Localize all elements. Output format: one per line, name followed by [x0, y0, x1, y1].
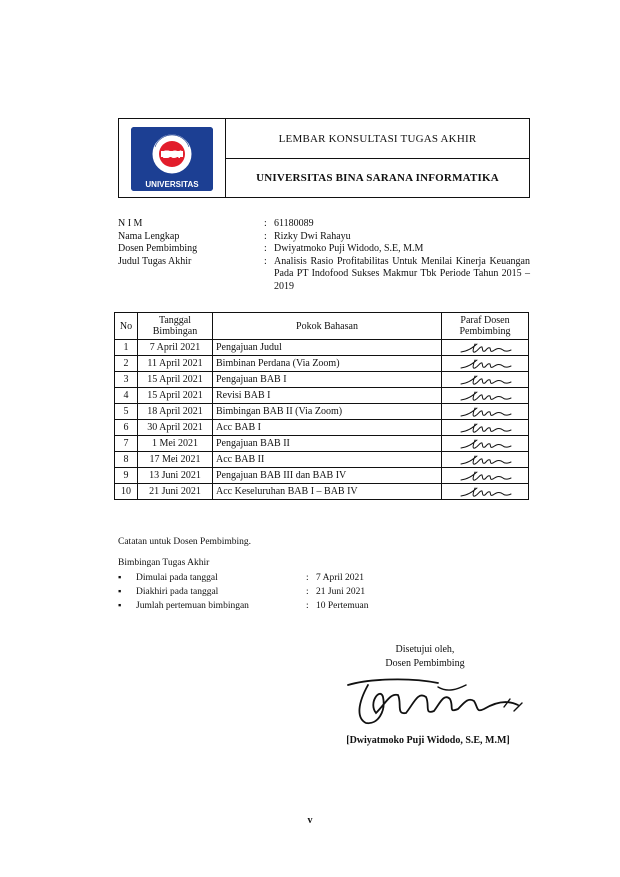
cell-date: 1 Mei 2021: [138, 436, 213, 452]
cell-sign: [442, 404, 529, 420]
approval-line1: Disetujui oleh,: [395, 644, 455, 655]
cell-sign: [442, 436, 529, 452]
cell-no: 8: [115, 452, 138, 468]
info-value: 61180089: [274, 218, 314, 229]
cell-topic: Pengajuan Judul: [213, 340, 442, 356]
cell-no: 2: [115, 356, 138, 372]
table-row: [115, 340, 529, 356]
cell-no: 1: [115, 340, 138, 356]
bullet-icon: ▪: [118, 601, 122, 611]
cell-no: 7: [115, 436, 138, 452]
header-no: No: [115, 313, 138, 340]
bsi-logo-icon: [131, 127, 213, 191]
paraf-signature-icon: [455, 421, 515, 435]
paraf-signature-icon: [455, 453, 515, 467]
table-row: [115, 372, 529, 388]
cell-no: 3: [115, 372, 138, 388]
info-value: Analisis Rasio Profitabilitas Untuk Menilai Kinerja Keuangan Pada PT Indofood Sukses Makmur Tbk Periode Tahun 2015 – 2019: [274, 255, 530, 292]
cell-date: 17 Mei 2021: [138, 452, 213, 468]
table-row: [115, 484, 529, 500]
cell-no: 4: [115, 388, 138, 404]
bullet-icon: ▪: [118, 587, 122, 597]
info-colon: :: [264, 243, 267, 254]
paraf-signature-icon: [455, 341, 515, 355]
header-date: Tanggal Bimbingan: [138, 313, 213, 340]
header-sign: Paraf Dosen Pembimbing: [442, 313, 529, 340]
note-label: Jumlah pertemuan bimbingan: [136, 601, 249, 611]
info-value: Dwiyatmoko Puji Widodo, S.E, M.M: [274, 243, 424, 254]
info-colon: :: [264, 255, 267, 267]
cell-no: 9: [115, 468, 138, 484]
approver-name: [Dwiyatmoko Puji Widodo, S.E, M.M]: [346, 735, 510, 746]
note-value: 10 Pertemuan: [316, 601, 369, 611]
paraf-signature-icon: [455, 469, 515, 483]
info-value: Rizky Dwi Rahayu: [274, 230, 351, 242]
list-item: [118, 586, 365, 598]
university-logo: [131, 127, 213, 191]
list-item: [118, 600, 369, 612]
cell-sign: [442, 484, 529, 500]
cell-date: 30 April 2021: [138, 420, 213, 436]
cell-sign: [442, 340, 529, 356]
info-label: Dosen Pembimbing: [118, 243, 198, 254]
cell-sign: [442, 468, 529, 484]
cell-topic: Acc BAB II: [213, 452, 442, 468]
cell-sign: [442, 372, 529, 388]
paraf-signature-icon: [455, 405, 515, 419]
paraf-signature-icon: [455, 357, 515, 371]
supervisor-signature-icon: [328, 673, 548, 733]
notes-heading: Catatan untuk Dosen Pembimbing.: [118, 537, 251, 547]
cell-sign: [442, 388, 529, 404]
info-row-name: [118, 231, 530, 244]
table-row: [115, 388, 529, 404]
cell-topic: Pengajuan BAB I: [213, 372, 442, 388]
cell-date: 18 April 2021: [138, 404, 213, 420]
note-label: Diakhiri pada tanggal: [136, 587, 219, 597]
cell-topic: Acc BAB I: [213, 420, 442, 436]
cell-topic: Bimbinan Perdana (Via Zoom): [213, 356, 442, 372]
info-colon: :: [264, 218, 267, 229]
table-header-row: [115, 313, 529, 340]
cell-date: 7 April 2021: [138, 340, 213, 356]
cell-date: 11 April 2021: [138, 356, 213, 372]
student-info: [118, 218, 530, 293]
paraf-signature-icon: [455, 373, 515, 387]
note-colon: :: [306, 601, 309, 611]
cell-sign: [442, 420, 529, 436]
table-row: [115, 436, 529, 452]
cell-date: 13 Juni 2021: [138, 468, 213, 484]
info-label: Judul Tugas Akhir: [118, 255, 192, 267]
svg-text:BSI: BSI: [162, 149, 182, 161]
table-row: [115, 468, 529, 484]
notes-subheading: Bimbingan Tugas Akhir: [118, 558, 210, 568]
note-label: Dimulai pada tanggal: [136, 573, 218, 583]
cell-topic: Acc Keseluruhan BAB I – BAB IV: [213, 484, 442, 500]
table-row: [115, 420, 529, 436]
header-box: [118, 118, 530, 198]
note-colon: :: [306, 573, 309, 583]
list-item: [118, 572, 364, 584]
cell-topic: Bimbingan BAB II (Via Zoom): [213, 404, 442, 420]
info-label: N I M: [118, 218, 143, 229]
cell-sign: [442, 356, 529, 372]
info-row-nim: [118, 218, 530, 231]
info-row-supervisor: [118, 243, 530, 256]
paraf-signature-icon: [455, 389, 515, 403]
cell-topic: Revisi BAB I: [213, 388, 442, 404]
table-row: [115, 452, 529, 468]
cell-no: 5: [115, 404, 138, 420]
consultation-table: [114, 312, 529, 500]
cell-no: 10: [115, 484, 138, 500]
note-value: 7 April 2021: [316, 573, 365, 583]
header-topic: Pokok Bahasan: [213, 313, 442, 340]
info-row-title: [118, 256, 530, 294]
cell-date: 15 April 2021: [138, 388, 213, 404]
cell-date: 21 Juni 2021: [138, 484, 213, 500]
table-row: [115, 356, 529, 372]
logo-cell: [119, 119, 226, 197]
paraf-signature-icon: [455, 437, 515, 451]
cell-sign: [442, 452, 529, 468]
cell-no: 6: [115, 420, 138, 436]
bullet-icon: ▪: [118, 573, 122, 583]
info-label: Nama Lengkap: [118, 230, 180, 242]
cell-date: 15 April 2021: [138, 372, 213, 388]
cell-topic: Pengajuan BAB II: [213, 436, 442, 452]
table-row: [115, 404, 529, 420]
table-body: [115, 340, 529, 500]
note-value: 21 Juni 2021: [316, 587, 366, 597]
note-colon: :: [306, 587, 309, 597]
university-name: UNIVERSITAS BINA SARANA INFORMATIKA: [256, 172, 499, 184]
page-number: v: [307, 815, 313, 826]
approval-line2: Dosen Pembimbing: [385, 658, 465, 669]
document-title: LEMBAR KONSULTASI TUGAS AKHIR: [226, 119, 529, 159]
paraf-signature-icon: [455, 485, 515, 499]
cell-topic: Pengajuan BAB III dan BAB IV: [213, 468, 442, 484]
info-colon: :: [264, 230, 267, 242]
svg-text:UNIVERSITAS: UNIVERSITAS: [145, 180, 199, 189]
